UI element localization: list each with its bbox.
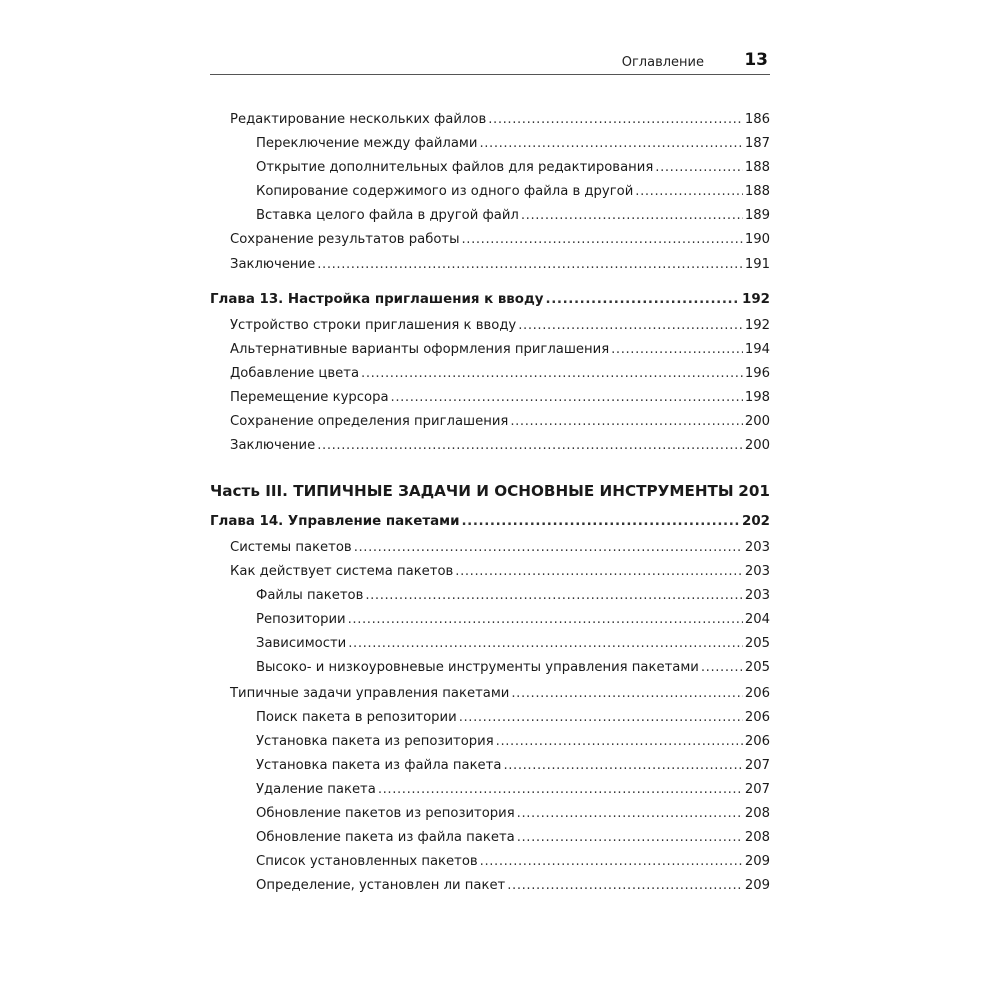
dot-leader	[348, 634, 743, 654]
toc-entry	[210, 110, 770, 130]
dot-leader	[461, 512, 740, 532]
toc-chapter-entry	[210, 290, 770, 310]
toc-entry-label: Копирование содержимого из одного файла в другой	[256, 184, 634, 199]
toc-entry-page: 187	[744, 136, 770, 151]
dot-leader	[480, 852, 743, 872]
toc-entry-page: 200	[744, 438, 770, 453]
toc-entry-page: 202	[742, 514, 770, 529]
toc-entry-label: Глава 13. Настройка приглашения к вводу	[210, 292, 544, 307]
toc-entry	[210, 658, 770, 678]
dot-leader	[317, 255, 743, 275]
toc-entry	[210, 780, 770, 800]
toc-entry-label: Список установленных пакетов	[256, 854, 478, 869]
toc-entry	[210, 804, 770, 824]
dot-leader	[511, 684, 742, 704]
header-rule	[210, 74, 770, 75]
toc-entry-page: 190	[744, 232, 770, 247]
toc-entry-label: Зависимости	[256, 636, 347, 651]
toc-entry-label: Добавление цвета	[230, 366, 360, 381]
toc-entry	[210, 364, 770, 384]
toc-entry-page: 198	[744, 390, 770, 405]
toc-entry-label: Перемещение курсора	[230, 390, 389, 405]
toc-entry-label: Открытие дополнительных файлов для редактирования	[256, 160, 654, 175]
toc-entry-page: 206	[744, 734, 770, 749]
toc-entry	[210, 852, 770, 872]
toc-entry-page: 206	[744, 686, 770, 701]
dot-leader	[517, 804, 743, 824]
dot-leader	[507, 876, 743, 896]
toc-entry-page: 207	[744, 758, 770, 773]
toc-entry-label: Глава 14. Управление пакетами	[210, 514, 460, 529]
dot-leader	[488, 110, 743, 130]
toc-entry-page: 204	[744, 612, 770, 627]
toc-entry-page: 203	[744, 588, 770, 603]
toc-entry-page: 203	[744, 540, 770, 555]
toc-entry-label: Удаление пакета	[256, 782, 376, 797]
dot-leader	[701, 658, 743, 678]
toc-entry-label: Альтернативные варианты оформления приглашения	[230, 342, 610, 357]
toc-entry-page: 194	[744, 342, 770, 357]
toc-entry	[210, 876, 770, 896]
toc-entry-label: Вставка целого файла в другой файл	[256, 208, 519, 223]
toc-entry-label: Обновление пакетов из репозитория	[256, 806, 515, 821]
toc-entry	[210, 158, 770, 178]
toc-entry	[210, 230, 770, 250]
toc-entry-label: Установка пакета из файла пакета	[256, 758, 502, 773]
dot-leader	[496, 732, 743, 752]
toc-entry	[210, 562, 770, 582]
toc-entry-page: 205	[744, 636, 770, 651]
dot-leader	[546, 290, 741, 310]
toc-entry	[210, 206, 770, 226]
dot-leader	[462, 230, 743, 250]
toc-entry	[210, 732, 770, 752]
dot-leader	[317, 436, 743, 456]
toc-entry-page: 192	[742, 292, 770, 307]
toc-entry-label: Высоко- и низкоуровневые инструменты управления пакетами	[256, 660, 699, 675]
toc-entry-page: 203	[744, 564, 770, 579]
dot-leader	[503, 756, 742, 776]
dot-leader	[521, 206, 743, 226]
running-head	[210, 52, 770, 74]
toc-entry	[210, 634, 770, 654]
toc-entry-label: Файлы пакетов	[256, 588, 364, 603]
toc-entry-page: 189	[744, 208, 770, 223]
dot-leader	[354, 538, 743, 558]
toc-entry-label: Установка пакета из репозитория	[256, 734, 494, 749]
toc-entry-label: Переключение между файлами	[256, 136, 478, 151]
toc-entry	[210, 412, 770, 432]
toc-entry-label: Обновление пакета из файла пакета	[256, 830, 515, 845]
toc-entry-label: Системы пакетов	[230, 540, 352, 555]
toc-entry-label: Заключение	[230, 438, 316, 453]
dot-leader	[510, 412, 742, 432]
toc-entry-page: 206	[744, 710, 770, 725]
toc-entry-label: Как действует система пакетов	[230, 564, 454, 579]
toc-entry	[210, 255, 770, 275]
toc-entry	[210, 828, 770, 848]
toc-entry-page: 205	[744, 660, 770, 675]
toc-entry	[210, 388, 770, 408]
toc-entry	[210, 708, 770, 728]
dot-leader	[479, 134, 742, 154]
toc-entry-page: 201	[738, 482, 770, 500]
toc-entry	[210, 316, 770, 336]
toc-entry	[210, 134, 770, 154]
toc-entry	[210, 182, 770, 202]
toc-part-entry	[210, 481, 770, 501]
toc-entry-label: Репозитории	[256, 612, 346, 627]
dot-leader	[517, 828, 743, 848]
toc-entry-label: Поиск пакета в репозитории	[256, 710, 457, 725]
toc-entry-label: Типичные задачи управления пакетами	[230, 686, 510, 701]
dot-leader	[361, 364, 743, 384]
toc-entry-page: 192	[744, 318, 770, 333]
toc-entry-label: Определение, установлен ли пакет	[256, 878, 506, 893]
toc-entry-page: 207	[744, 782, 770, 797]
toc-entry	[210, 340, 770, 360]
dot-leader	[736, 481, 737, 501]
toc-entry-page: 191	[744, 257, 770, 272]
toc-entry-label: Часть III. ТИПИЧНЫЕ ЗАДАЧИ И ОСНОВНЫЕ ИНСТРУМЕНТЫ	[210, 482, 734, 500]
toc-entry-page: 208	[744, 806, 770, 821]
dot-leader	[348, 610, 743, 630]
dot-leader	[518, 316, 743, 336]
toc-entry-page: 188	[744, 184, 770, 199]
toc-entry	[210, 684, 770, 704]
toc-chapter-entry	[210, 512, 770, 532]
dot-leader	[378, 780, 743, 800]
toc-entry-page: 209	[744, 878, 770, 893]
toc-entry	[210, 756, 770, 776]
dot-leader	[655, 158, 743, 178]
toc-entry-label: Сохранение определения приглашения	[230, 414, 509, 429]
dot-leader	[635, 182, 743, 202]
dot-leader	[455, 562, 743, 582]
dot-leader	[611, 340, 743, 360]
toc-entry-label: Редактирование нескольких файлов	[230, 112, 487, 127]
toc-entry-label: Сохранение результатов работы	[230, 232, 460, 247]
dot-leader	[459, 708, 743, 728]
toc-entry-label: Заключение	[230, 257, 316, 272]
toc-entry-page: 196	[744, 366, 770, 381]
toc-entry-page: 208	[744, 830, 770, 845]
toc-entry	[210, 586, 770, 606]
toc-entry-label: Устройство строки приглашения к вводу	[230, 318, 517, 333]
toc-entry-page: 188	[744, 160, 770, 175]
toc-entry	[210, 436, 770, 456]
toc-entry-page: 186	[744, 112, 770, 127]
dot-leader	[391, 388, 743, 408]
toc-entry-page: 200	[744, 414, 770, 429]
page-number: 13	[744, 50, 768, 70]
running-head-title: Оглавление	[621, 55, 704, 70]
toc-entry	[210, 610, 770, 630]
toc-entry	[210, 538, 770, 558]
toc-entry-page: 209	[744, 854, 770, 869]
dot-leader	[365, 586, 742, 606]
